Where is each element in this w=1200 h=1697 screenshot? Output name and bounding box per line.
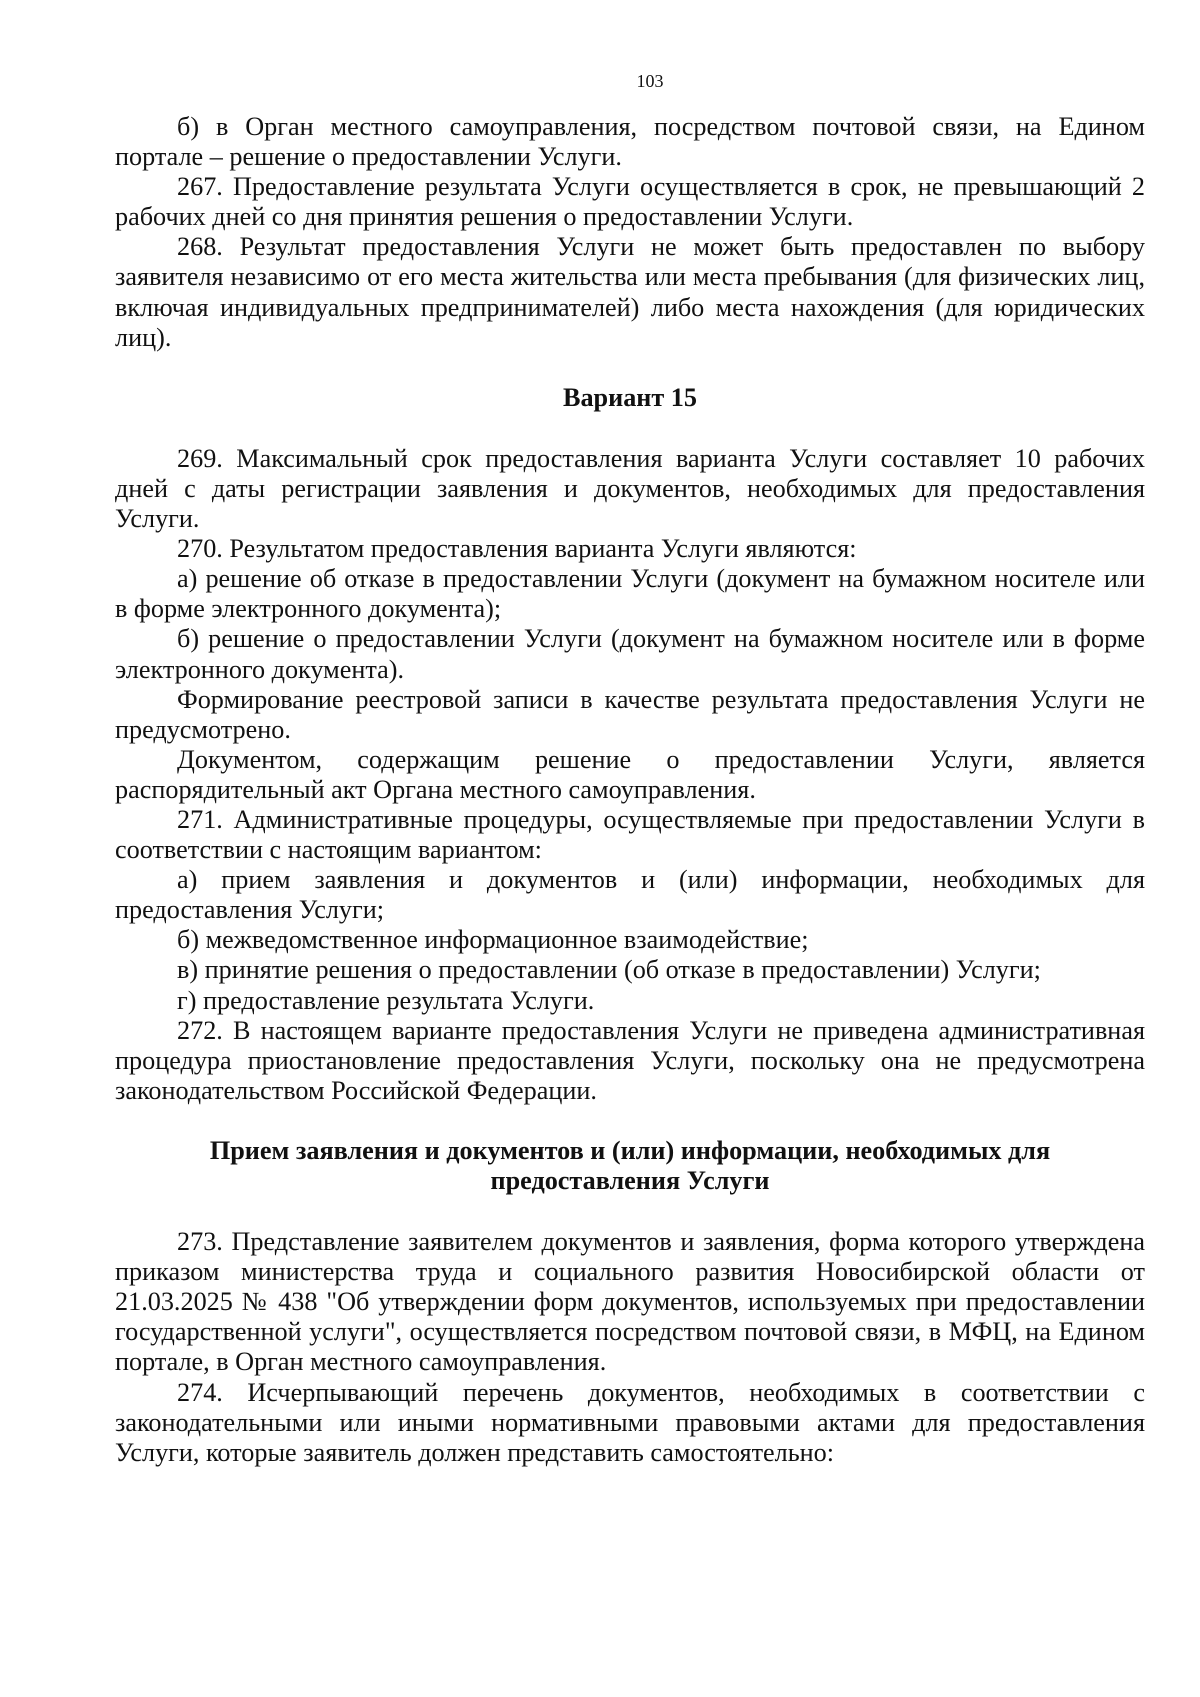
paragraph-267: 267. Предоставление результата Услуги осуществляется в срок, не превышающий 2 рабочих дней со дня принятия решения о предоставлении Услуги. [115, 172, 1145, 232]
paragraph-registry-record: Формирование реестровой записи в качестве результата предоставления Услуги не предусмотрено. [115, 684, 1145, 744]
heading-application-intake: Прием заявления и документов и (или) информации, необходимых для предоставления Услуги [209, 1135, 1051, 1195]
paragraph-274: 274. Исчерпывающий перечень документов, необходимых в соответствии с законодательными или иными нормативными правовыми актами для предоставления Услуги, которые заявитель должен представить самостоятельно: [115, 1377, 1145, 1467]
paragraph-271: 271. Административные процедуры, осуществляемые при предоставлении Услуги в соответствии с настоящим вариантом: [115, 804, 1145, 865]
paragraph-270-b: б) решение о предоставлении Услуги (документ на бумажном носителе или в форме электронного документа). [115, 624, 1145, 684]
paragraph-decision-document: Документом, содержащим решение о предоставлении Услуги, является распорядительный акт Органа местного самоуправления. [115, 744, 1145, 804]
paragraph-268: 268. Результат предоставления Услуги не может быть предоставлен по выбору заявителя независимо от его места жительства или места пребывания (для физических лиц, включая индивидуальных предпринимателей) либо места нахождения (для юридических лиц). [115, 232, 1145, 352]
paragraph-269: 269. Максимальный срок предоставления варианта Услуги составляет 10 рабочих дней с даты регистрации заявления и документов, необходимых для предоставления Услуги. [115, 443, 1145, 534]
paragraph-270-a: а) решение об отказе в предоставлении Услуги (документ на бумажном носителе или в форме электронного документа); [115, 564, 1145, 624]
paragraph-b-result-recipient: б) в Орган местного самоуправления, посредством почтовой связи, на Едином портале – решение о предоставлении Услуги. [115, 112, 1145, 172]
paragraph-271-v: в) принятие решения о предоставлении (об отказе в предоставлении) Услуги; [177, 955, 1041, 985]
paragraph-273: 273. Представление заявителем документов и заявления, форма которого утверждена приказом министерства труда и социального развития Новосибирской области от 21.03.2025 № 438 "Об утверждении форм документов, используемых при предоставлении государственной услуги", осуществляется посредством почтовой связи, в МФЦ, на Едином портале, в Орган местного самоуправления. [115, 1227, 1145, 1377]
paragraph-271-g: г) предоставление результата Услуги. [177, 985, 595, 1015]
paragraph-271-b: б) межведомственное информационное взаимодействие; [177, 925, 809, 955]
paragraph-271-a: а) прием заявления и документов и (или) информации, необходимых для предоставления Услуги; [115, 865, 1145, 925]
heading-variant-15: Вариант 15 [563, 382, 697, 412]
page-number: 103 [636, 71, 664, 91]
paragraph-272: 272. В настоящем варианте предоставления Услуги не приведена административная процедура приостановление предоставления Услуги, поскольку она не предусмотрена законодательством Российской Федерации. [115, 1015, 1145, 1105]
paragraph-270: 270. Результатом предоставления варианта Услуги являются: [177, 534, 857, 564]
